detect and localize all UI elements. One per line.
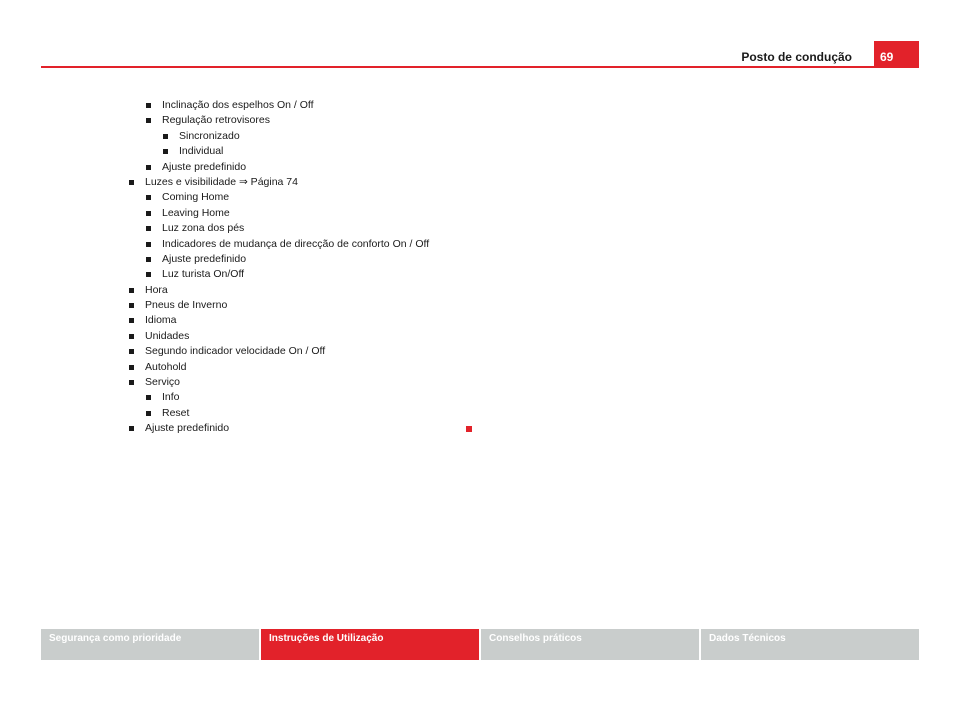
section-end-marker	[466, 426, 472, 432]
list-item-text: Ajuste predefinido	[162, 252, 247, 265]
bullet-icon	[146, 272, 151, 277]
list-item-text: Luz zona dos pés	[162, 222, 245, 235]
bullet-icon	[146, 103, 151, 108]
list-item-text: Luzes e visibilidade ⇒ Página 74	[145, 175, 298, 188]
footer-nav	[41, 629, 919, 660]
list-item-text: Info	[162, 391, 180, 404]
list-item-text: Ajuste predefinido	[162, 160, 247, 173]
page-number: 69	[874, 41, 919, 67]
bullet-icon	[129, 426, 134, 431]
bullet-icon	[146, 257, 151, 262]
bullet-icon	[146, 211, 151, 216]
footer-tab[interactable]: Segurança como prioridade	[41, 629, 259, 660]
bullet-icon	[129, 380, 134, 385]
list-item-text: Individual	[179, 145, 224, 158]
bullet-icon	[146, 242, 151, 247]
footer-tab[interactable]: Dados Técnicos	[701, 629, 919, 660]
bullet-icon	[129, 318, 134, 323]
bullet-icon	[163, 134, 168, 139]
list-item-text: Unidades	[145, 329, 190, 342]
list-item-text: Regulação retrovisores	[162, 114, 270, 127]
footer-tab[interactable]: Conselhos práticos	[481, 629, 699, 660]
list-item-text: Inclinação dos espelhos On / Off	[162, 99, 314, 111]
list-item-text: Luz turista On/Off	[162, 268, 245, 281]
list-item-text: Segundo indicador velocidade On / Off	[145, 345, 326, 358]
section-title: Posto de condução	[741, 50, 852, 64]
bullet-icon	[146, 195, 151, 200]
list-item-text: Ajuste predefinido	[145, 422, 230, 435]
list-item-text: Autohold	[145, 360, 187, 373]
list-item-text: Coming Home	[162, 191, 230, 204]
bullet-icon	[146, 165, 151, 170]
list-item-text: Hora	[145, 283, 168, 296]
list-item-text: Pneus de Inverno	[145, 299, 228, 312]
bullet-icon	[146, 395, 151, 400]
bullet-icon	[146, 411, 151, 416]
bullet-icon	[163, 149, 168, 154]
list-item-text: Sincronizado	[179, 129, 240, 142]
list-item-text: Idioma	[145, 314, 177, 327]
header-divider	[41, 66, 919, 68]
footer-tab[interactable]: Instruções de Utilização	[261, 629, 479, 660]
bullet-icon	[129, 334, 134, 339]
bullet-icon	[146, 226, 151, 231]
bullet-icon	[129, 288, 134, 293]
list-item-text: Serviço	[145, 376, 181, 389]
list-item-text: Indicadores de mudança de direcção de conforto On / Off	[162, 237, 430, 250]
bullet-icon	[129, 365, 134, 370]
bullet-icon	[129, 349, 134, 354]
list-item-text: Leaving Home	[162, 206, 230, 219]
bullet-icon	[129, 180, 134, 185]
bullet-icon	[146, 118, 151, 123]
list-item-text: Reset	[162, 406, 190, 419]
bullet-icon	[129, 303, 134, 308]
